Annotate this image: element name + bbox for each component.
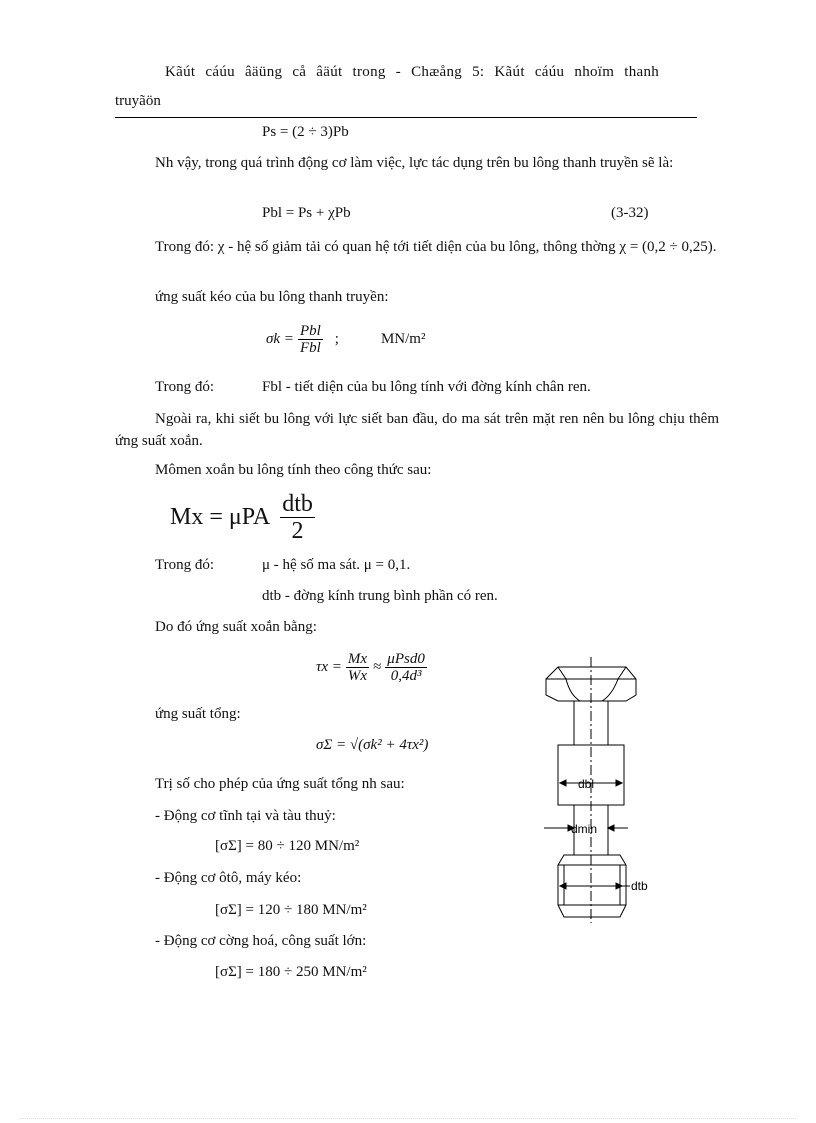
paragraph-tensile-label: ứng suất kéo của bu lông thanh truyền: [155, 289, 389, 305]
sigma-k-lhs: σk = [266, 330, 294, 347]
tau-approx: ≈ [373, 658, 382, 675]
header-title-continued: truyãön [115, 93, 161, 109]
allow-item-value: [σΣ] = 180 ÷ 250 MN/m² [215, 964, 367, 980]
paragraph-torsion-intro: Ngoài ra, khi siết bu lông với lực siết ban đầu, do ma sát trên mặt ren nên bu lông chịu thêm ứng suất xoắn. [115, 411, 719, 449]
tau-denominator-1: Wx [347, 667, 368, 684]
equation-ps: Ps = (2 ÷ 3)Pb [262, 124, 349, 140]
mx-numerator: dtb [282, 490, 313, 517]
equation-mx [170, 488, 315, 546]
allow-item-label: - Động cơ tĩnh tại và tàu thuỷ: [155, 808, 336, 824]
mx-denominator: 2 [291, 517, 304, 544]
tau-fraction-1 [346, 651, 369, 684]
allow-item-label: - Động cơ cờng hoá, công suất lớn: [155, 933, 367, 949]
fbl-description: Fbl - tiết diện của bu lông tính với đờng kính chân ren. [262, 379, 591, 395]
allow-item-label: - Động cơ ôtô, máy kéo: [155, 870, 302, 886]
tau-fraction-2 [385, 651, 427, 684]
label-dtb: dtb [631, 879, 648, 893]
tau-numerator-1: Mx [347, 650, 368, 667]
paragraph-allow-label: Trị số cho phép của ứng suất tổng nh sau: [155, 776, 405, 792]
sigma-k-fraction [298, 323, 323, 356]
mx-lhs: Mx = μPA [170, 503, 271, 530]
mu-description: μ - hệ số ma sát. μ = 0,1. [262, 557, 411, 573]
fbl-lead: Trong đó: [155, 379, 215, 395]
sigma-k-numerator: Pbl [299, 322, 321, 339]
paragraph-total-label: ứng suất tổng: [155, 706, 241, 722]
mx-fraction [280, 491, 315, 544]
sigma-k-separator: ; [334, 330, 339, 347]
tau-numerator-2: μPsd0 [387, 650, 425, 667]
header-title: Kãút cáúu âäüng cå âäút trong - Chæång 5: Kãút cáúu nhoïm thanh [165, 64, 660, 80]
sigma-k-unit: MN/m² [380, 330, 426, 347]
equation-pbl: Pbl = Ps + χPb [262, 205, 351, 221]
paragraph-chi: Trong đó: χ - hệ số giảm tải có quan hệ tới tiết diện của bu lông, thông thờng χ = (0,2 ÷ 0,25). [155, 239, 717, 255]
header-rule [115, 117, 697, 118]
equation-tau [316, 646, 427, 688]
tau-denominator-2: 0,4d³ [390, 667, 422, 684]
tau-lhs: τx = [316, 658, 342, 675]
bolt-diagram [530, 655, 680, 925]
allow-item-value: [σΣ] = 80 ÷ 120 MN/m² [215, 838, 360, 854]
paragraph-torsion-label: Do đó ứng suất xoắn bằng: [155, 619, 317, 635]
paragraph-moment-label: Mômen xoắn bu lông tính theo công thức sau: [155, 462, 432, 478]
dtb-description: dtb - đờng kính trung bình phần có ren. [262, 588, 498, 604]
sigma-k-denominator: Fbl [299, 339, 321, 356]
allow-item-value: [σΣ] = 120 ÷ 180 MN/m² [215, 902, 367, 918]
paragraph-bolt-force: Nh vậy, trong quá trình động cơ làm việc, lực tác dụng trên bu lông thanh truyền sẽ là: [155, 155, 674, 171]
page-bottom-border [20, 1118, 796, 1119]
equation-number: (3-32) [611, 205, 649, 221]
equation-sigma-k [266, 318, 425, 360]
label-dbl: dbl [578, 777, 595, 791]
label-dmin: dmin [571, 822, 598, 836]
mu-lead: Trong đó: [155, 557, 215, 573]
equation-sigma-total: σΣ = √(σk² + 4τx²) [316, 737, 429, 753]
